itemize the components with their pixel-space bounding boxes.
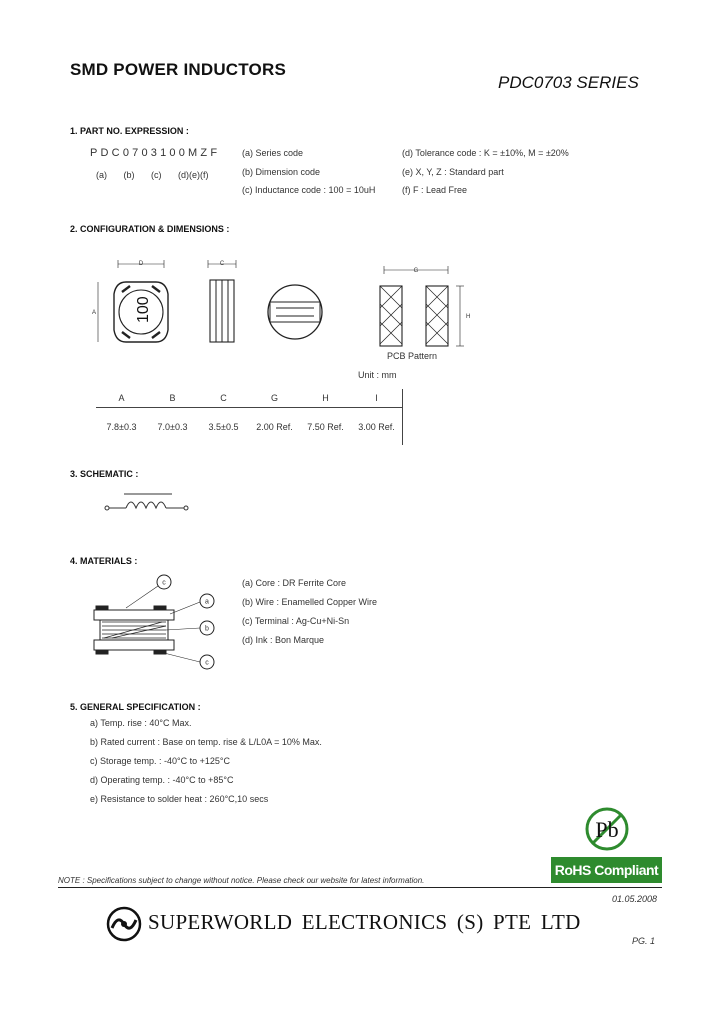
table-cell: 3.5±0.5: [208, 421, 239, 432]
side-view-drawing: [208, 260, 236, 342]
company-name: SUPERWORLD ELECTRONICS (S) PTE LTD: [148, 910, 581, 934]
materials-cross-section-drawing: [86, 568, 226, 674]
table-cell: 7.0±0.3: [157, 421, 188, 432]
materials-list: [242, 578, 377, 654]
table-cell: 7.8±0.3: [106, 421, 137, 432]
label-c: C: [219, 261, 225, 267]
bottom-view-drawing: [268, 285, 322, 339]
pcb-pattern-label: PCB Pattern: [387, 351, 438, 361]
dimensions-table: [96, 389, 403, 445]
part-number-code-labels: (a) (b) (c) (d)(e)(f): [96, 170, 209, 180]
footer-note: NOTE : Specifications subject to change without notice. Please check our website for latest information.: [58, 876, 425, 885]
spec-item: d) Operating temp. : -40°C to +85°C: [90, 775, 234, 785]
part-code-item: (f) F : Lead Free: [402, 185, 468, 195]
pb-label: Pb: [595, 817, 619, 842]
part-code-item: (c) Inductance code : 100 = 10uH: [242, 185, 376, 195]
top-view-drawing: [92, 260, 168, 342]
part-code-item: (b) Dimension code: [242, 166, 321, 177]
pcb-pattern-drawing: [380, 266, 470, 346]
spec-item: b) Rated current : Base on temp. rise & L/L0A = 10% Max.: [90, 737, 322, 747]
inductor-marking: 100: [135, 296, 152, 323]
section-spec-heading: 5. GENERAL SPECIFICATION :: [70, 702, 201, 712]
table-header-cell: A: [96, 389, 147, 408]
callout-label: b: [205, 625, 209, 633]
inductor-schematic-icon: [102, 488, 194, 520]
table-header-cell: H: [300, 389, 351, 408]
table-header-cell: B: [147, 389, 198, 408]
table-cell: 2.00 Ref.: [256, 421, 293, 432]
lead-free-icon: [584, 806, 630, 852]
section-dimensions-heading: 2. CONFIGURATION & DIMENSIONS :: [70, 224, 230, 234]
part-number-code: PDC0703100MZF: [90, 147, 221, 159]
section-part-no-heading: 1. PART NO. EXPRESSION :: [70, 126, 189, 136]
table-row: [96, 408, 403, 446]
callout-label: a: [205, 598, 209, 606]
part-code-list-right: [402, 148, 569, 204]
series-name: PDC0703 SERIES: [498, 73, 639, 92]
table-cell: 7.50 Ref.: [307, 421, 344, 432]
callout-label: c: [205, 659, 209, 667]
part-code-item: (d) Tolerance code : K = ±10%, M = ±20%: [402, 148, 569, 158]
page-number: PG. 1: [632, 936, 656, 946]
company-logo-icon: [106, 906, 142, 942]
part-code-item: (a) Series code: [242, 148, 304, 158]
table-header-cell: C: [198, 389, 249, 408]
rohs-compliant-badge: RoHS Compliant: [551, 857, 662, 883]
material-item: (c) Terminal : Ag-Cu+Ni-Sn: [242, 616, 350, 626]
table-header-cell: G: [249, 389, 300, 408]
material-item: (a) Core : DR Ferrite Core: [242, 578, 347, 588]
label-g: G: [413, 268, 419, 274]
part-code-item: (e) X, Y, Z : Standard part: [402, 166, 504, 177]
material-item: (d) Ink : Bon Marque: [242, 635, 325, 645]
callout-label: c: [162, 579, 166, 587]
table-header-row: [96, 389, 403, 408]
part-code-list-left: [242, 148, 375, 204]
unit-label: Unit : mm: [358, 370, 397, 380]
label-h: H: [466, 314, 470, 320]
section-materials-heading: 4. MATERIALS :: [70, 556, 138, 566]
table-header-cell: I: [351, 389, 403, 408]
table-cell: 3.00 Ref.: [351, 408, 403, 446]
document-title: SMD POWER INDUCTORS: [70, 60, 286, 79]
section-schematic-heading: 3. SCHEMATIC :: [70, 469, 139, 479]
spec-list: [90, 718, 322, 813]
spec-item: a) Temp. rise : 40°C Max.: [90, 718, 192, 728]
label-a: A: [91, 310, 96, 316]
document-date: 01.05.2008: [612, 894, 658, 904]
dimension-drawings: [90, 252, 470, 352]
spec-item: c) Storage temp. : -40°C to +125°C: [90, 756, 231, 766]
spec-item: e) Resistance to solder heat : 260°C,10 secs: [90, 794, 269, 804]
footer-divider: [58, 887, 662, 888]
material-item: (b) Wire : Enamelled Copper Wire: [242, 597, 378, 607]
label-d: D: [138, 261, 144, 267]
